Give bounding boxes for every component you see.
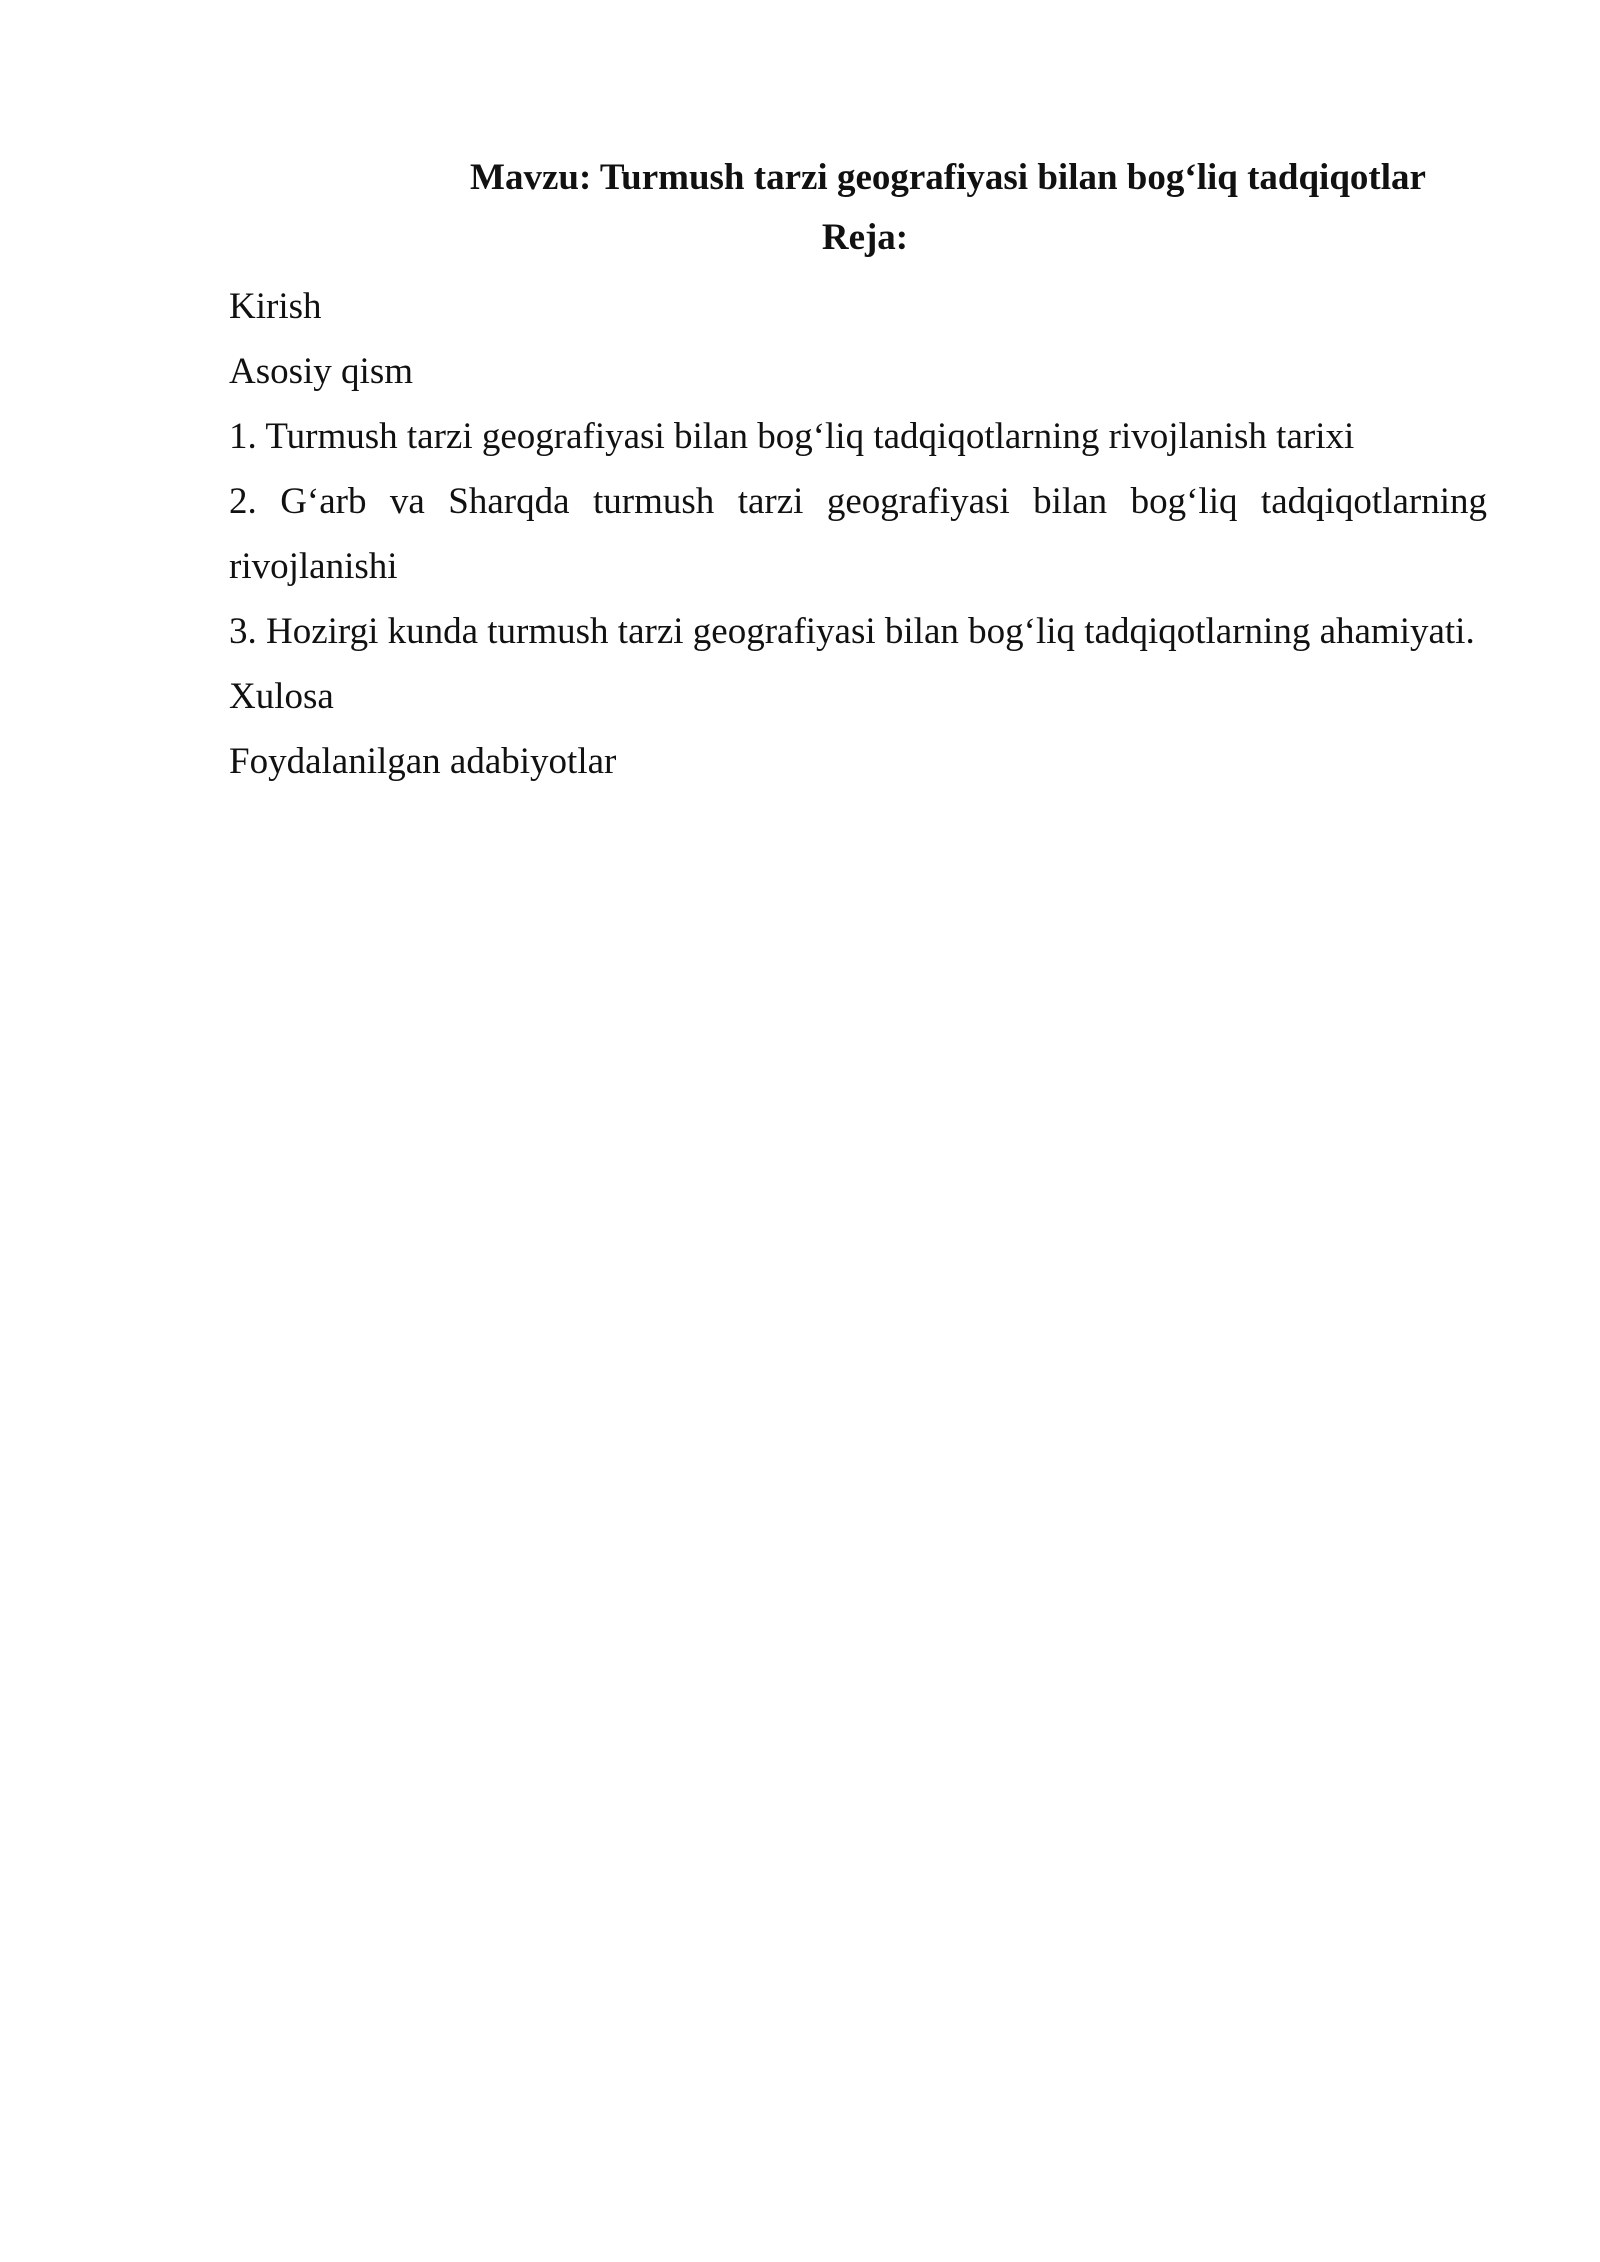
document-content xyxy=(229,148,1487,794)
plan-item-2 xyxy=(229,469,1487,599)
plan-item-1: 1. Turmush tarzi geografiyasi bilan bog‘liq tadqiqotlarning rivojlanish tarixi xyxy=(229,416,1355,457)
plan-item-main-part: Asosiy qism xyxy=(229,351,414,392)
plan-item-introduction: Kirish xyxy=(229,286,322,327)
plan-heading xyxy=(229,208,1487,268)
plan-item-references: Foydalanilgan adabiyotlar xyxy=(229,741,617,782)
document-title: Mavzu: Turmush tarzi geografiyasi bilan bog‘liq tadqiqotlar xyxy=(470,157,1426,198)
plan-item-3: 3. Hozirgi kunda turmush tarzi geografiyasi bilan bog‘liq tadqiqotlarning ahamiyati. xyxy=(229,611,1475,652)
plan-heading-text: Reja: xyxy=(821,217,909,258)
plan-item-conclusion: Xulosa xyxy=(229,676,334,717)
plan-item-2-line-1: 2. G‘arb va Sharqda turmush tarzi geografiyasi bilan bog‘liq tadqiqotlarning xyxy=(229,481,1487,522)
plan-item-2-line-2: rivojlanishi xyxy=(229,546,398,587)
